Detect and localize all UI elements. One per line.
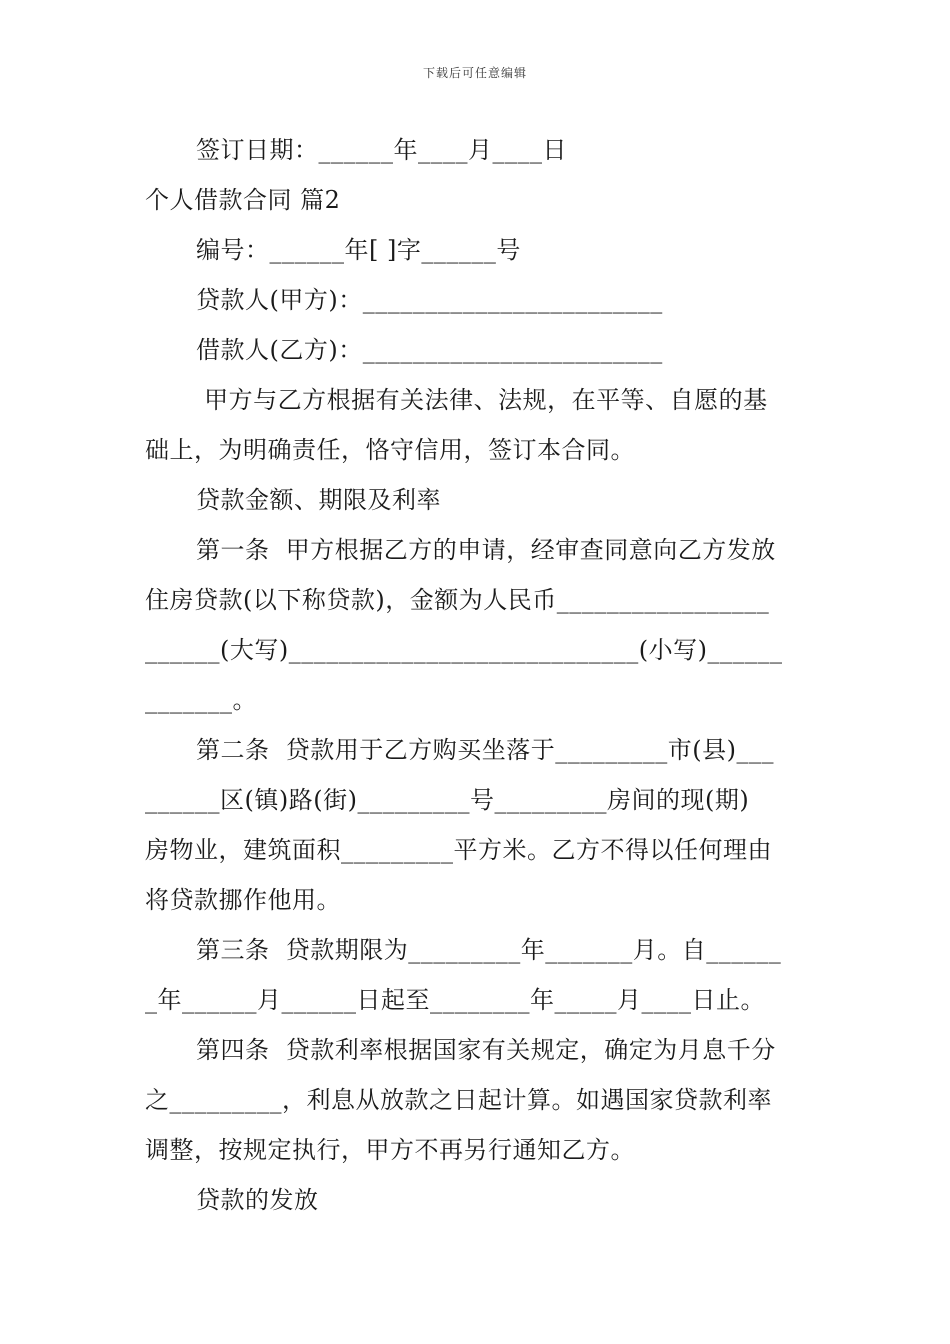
article-2-line-2: ______区(镇)路(街)_________号_________房间的现(期) [145,786,750,814]
article-3-line-1: 第三条 贷款期限为_________年_______月。自______ [196,936,782,964]
heading-loan-disbursement: 贷款的发放 [196,1186,319,1214]
page-header-note: 下载后可任意编辑 [422,66,527,80]
article-3-line-2: _年______月______日起至________年_____月____日止。 [145,986,765,1014]
section-title: 个人借款合同 篇2 [145,186,341,214]
lender-line: 贷款人(甲方)：________________________ [196,286,663,314]
article-1-line-3: ______(大写)____________________________(小写)______ [145,636,783,664]
article-4-line-2: 之_________，利息从放款之日起计算。如遇国家贷款利率 [145,1086,772,1114]
borrower-line: 借款人(乙方)：________________________ [196,336,663,364]
article-2-line-4: 将贷款挪作他用。 [145,886,341,914]
article-4-line-3: 调整，按规定执行，甲方不再另行通知乙方。 [145,1136,635,1164]
preamble-line-2: 础上，为明确责任，恪守信用，签订本合同。 [145,436,635,464]
article-1-line-2: 住房贷款(以下称贷款)，金额为人民币_________________ [145,586,770,614]
article-2-line-1: 第二条 贷款用于乙方购买坐落于_________市(县)___ [196,736,774,764]
article-1-line-4: _______。 [145,686,257,714]
article-1-line-1: 第一条 甲方根据乙方的申请，经审查同意向乙方发放 [196,536,776,564]
article-2-line-3: 房物业，建筑面积_________平方米。乙方不得以任何理由 [145,836,772,864]
preamble-line-1: 甲方与乙方根据有关法律、法规，在平等、自愿的基 [196,386,768,414]
heading-amount-term-rate: 贷款金额、期限及利率 [196,486,441,514]
contract-number-line: 编号：______年[ ]字______号 [196,236,521,264]
article-4-line-1: 第四条 贷款利率根据国家有关规定，确定为月息千分 [196,1036,776,1064]
signing-date-line: 签订日期：______年____月____日 [196,136,567,164]
